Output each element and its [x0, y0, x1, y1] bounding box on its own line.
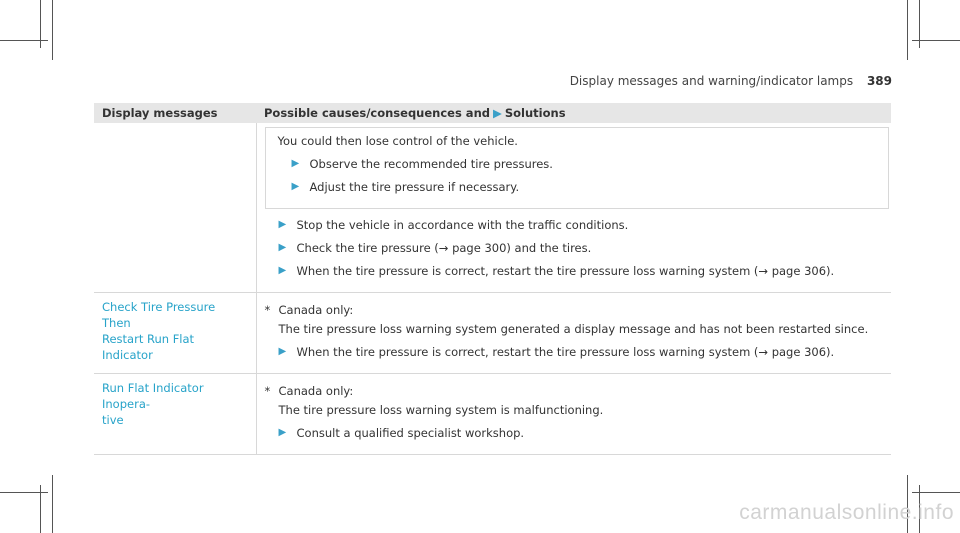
crop-mark	[912, 40, 960, 41]
display-message: Check Tire Pressure Then	[102, 300, 216, 330]
step-item: ▶ Consult a qualified specialist workshop.	[278, 426, 525, 440]
crop-mark	[907, 0, 908, 60]
table-row	[94, 123, 891, 293]
table-row	[94, 293, 891, 374]
crop-mark	[0, 492, 48, 493]
message-cell	[94, 374, 256, 455]
step-item: ▶ Stop the vehicle in accordance with the traffic conditions.	[278, 218, 629, 232]
display-message: Restart Run Flat Indicator	[102, 332, 195, 362]
canada-note: Canada only:	[278, 303, 354, 317]
crop-mark	[912, 492, 960, 493]
step-item: ▶ When the tire pressure is correct, restart the tire pressure loss warning system (→ page 306).	[278, 345, 835, 359]
header-title: Display messages and warning/indicator lamps	[569, 74, 854, 88]
display-message: Run Flat Indicator Inopera-	[102, 381, 204, 411]
asterisk-icon: *	[264, 303, 271, 317]
play-arrow-icon: ▶	[278, 427, 287, 438]
table-header-row	[94, 103, 891, 123]
cause-text: The tire pressure loss warning system generated a display message and has not been restarted since.	[278, 322, 869, 336]
play-arrow-icon: ▶	[278, 265, 287, 276]
page-header	[570, 74, 892, 88]
step-item: ▶ Observe the recommended tire pressures.	[291, 157, 553, 171]
watermark: carmanualsonline.info	[739, 501, 954, 524]
message-cell	[94, 123, 256, 293]
play-arrow-icon: ▶	[278, 242, 287, 253]
play-arrow-icon: ▶	[493, 106, 502, 120]
solution-cell	[256, 374, 891, 455]
play-arrow-icon: ▶	[278, 346, 287, 357]
step-item: ▶ Check the tire pressure (→ page 300) and the tires.	[278, 241, 592, 255]
page-number: 389	[866, 74, 892, 88]
step-item: ▶ When the tire pressure is correct, restart the tire pressure loss warning system (→ page 306).	[278, 264, 835, 278]
col-header-messages: Display messages	[94, 103, 256, 123]
crop-mark	[52, 0, 53, 60]
table-row	[94, 374, 891, 455]
solution-cell	[256, 293, 891, 374]
step-item: ▶ Adjust the tire pressure if necessary.	[291, 180, 520, 194]
play-arrow-icon: ▶	[291, 158, 300, 169]
box-text: You could then lose control of the vehicle.	[277, 134, 518, 148]
play-arrow-icon: ▶	[291, 181, 300, 192]
crop-mark	[52, 475, 53, 533]
cause-text: The tire pressure loss warning system is malfunctioning.	[278, 403, 604, 417]
messages-table	[94, 103, 891, 455]
crop-mark	[0, 40, 48, 41]
display-message: tive	[102, 413, 124, 427]
solution-cell	[256, 123, 891, 293]
message-cell	[94, 293, 256, 374]
col-header-causes: Possible causes/consequences and ▶ Solutions	[256, 103, 891, 123]
canada-note: Canada only:	[278, 384, 354, 398]
asterisk-icon: *	[264, 384, 271, 398]
play-arrow-icon: ▶	[278, 219, 287, 230]
info-box	[265, 127, 890, 209]
